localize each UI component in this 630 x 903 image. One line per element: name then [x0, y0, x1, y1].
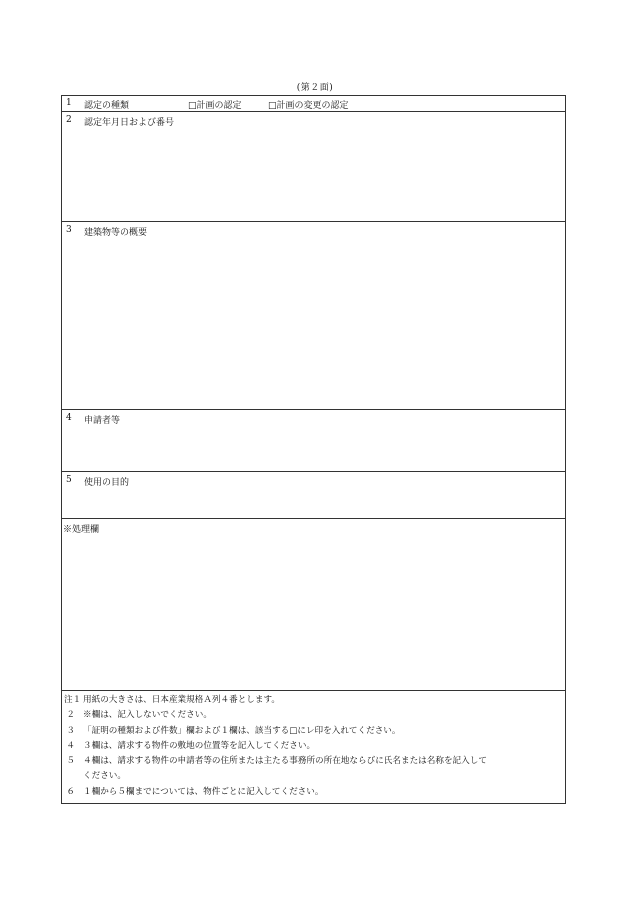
row-certification-date-number[interactable]: [62, 112, 565, 222]
notes-section: [62, 691, 565, 803]
checkbox-plan-change-certification[interactable]: □計画の変更の認定: [268, 101, 349, 111]
note-text: ※欄は、記入しないでください。: [83, 710, 212, 721]
row-label: 使用の目的: [84, 478, 130, 488]
row-applicant[interactable]: [62, 410, 565, 472]
row-number: 1: [66, 98, 72, 108]
note-number: ４: [66, 740, 75, 751]
note-number: ６: [66, 786, 75, 797]
row-purpose-of-use[interactable]: [62, 472, 565, 519]
note-item: [64, 785, 562, 800]
row-label: 認定の種類: [84, 101, 130, 111]
note-number: ５: [66, 756, 75, 767]
checkbox-plan-certification[interactable]: □計画の認定: [188, 101, 242, 111]
note-item: [64, 739, 562, 754]
note-text: 用紙の大きさは、日本産業規格Ａ列４番とします。: [83, 695, 280, 705]
note-number: 注１: [64, 695, 82, 705]
note-text: ４欄は、請求する物件の申請者等の住所または主たる事務所の所在地ならびに氏名または名称を記入して: [83, 756, 487, 767]
row-label: 建築物等の概要: [84, 228, 148, 238]
row-label: ※処理欄: [63, 525, 100, 535]
note-text: ３欄は、請求する物件の敷地の位置等を記入してください。: [83, 740, 316, 751]
note-number: ３: [66, 725, 75, 736]
note-text: 「証明の種類および件数」欄および１欄は、該当する□にレ印を入れてください。: [83, 725, 401, 736]
row-number: 4: [66, 413, 72, 423]
note-number: ２: [66, 710, 75, 721]
note-item: [64, 693, 562, 708]
row-certification-type: [62, 96, 565, 112]
note-item: [64, 754, 562, 769]
note-continuation: ください。: [83, 771, 126, 782]
page-label: (第２面): [296, 83, 334, 93]
row-label: 申請者等: [84, 416, 121, 426]
row-number: 3: [66, 225, 72, 235]
note-item: [64, 724, 562, 739]
row-number: 2: [66, 115, 72, 125]
row-number: 5: [66, 475, 72, 485]
application-form-table: [61, 95, 566, 804]
row-processing-field: [62, 519, 565, 691]
row-label: 認定年月日および番号: [84, 118, 175, 128]
row-building-overview[interactable]: [62, 222, 565, 410]
note-item: [64, 708, 562, 723]
note-text: １欄から５欄までについては、物件ごとに記入してください。: [83, 786, 324, 797]
